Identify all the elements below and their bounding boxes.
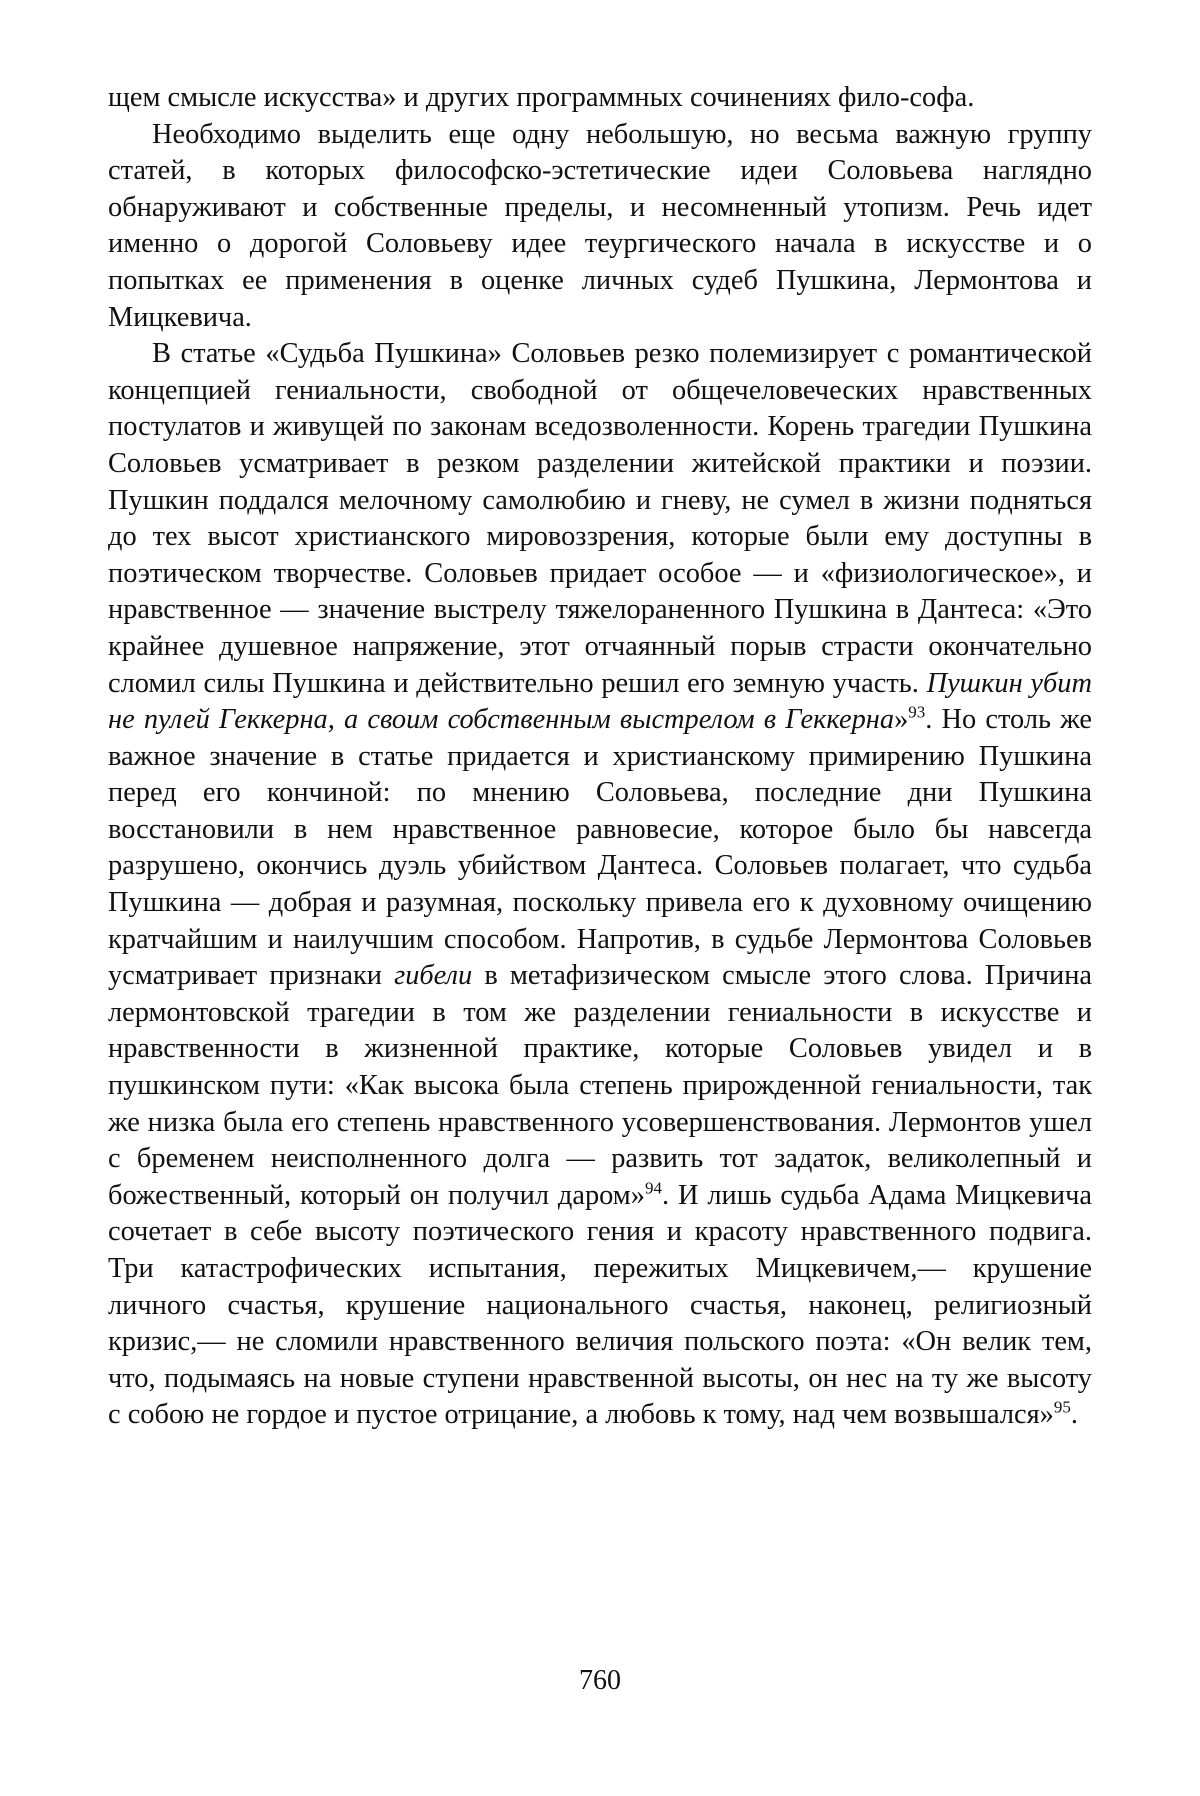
book-page [108,80,1092,1434]
paragraph [108,336,1092,1434]
page-number: 760 [579,1665,621,1696]
text-segment: В статье «Судьба Пушкина» Соловьев резко полемизирует с романтической концепцией гениальности, свободной от общечеловеческих нравственных постулатов и живущей по законам вседозволенности. Корень трагедии Пушкина Соловьев усматривает в резком разделении житейской практики и поэзии. Пушкин поддался мелочному самолюбию и гневу, не сумел в жизни подняться до тех высот христианского мировоззрения, которые были ему доступны в поэтическом творчестве. Соловьев придает особое — и «физиологическое», и нравственное — значение выстрелу тяжелораненного Пушкина в Дантеса: «Это крайнее душевное напряжение, этот отчаянный порыв страсти окончательно сломил силы Пушкина и действительно решил его земную участь. [108,338,1092,699]
text-segment: в метафизическом смысле этого слова. Причина лермонтовской трагедии в том же разделении гениальности в искусстве и нравственности в жизненной практике, которые Соловьев увидел и в пушкинском пути: «Как высока была степень прирожденной гениальности, так же низка была его степень нравственного усовершенствования. Лермонтов ушел с бременем неисполненного долга — развить тот задаток, великолепный и божественный, который он получил даром» [108,960,1092,1211]
text-segment: . [1070,1399,1078,1431]
italic-text: гибели [394,960,473,992]
italic-text: Пушкин убит не пулей Геккерна, а своим собственным выстрелом в Геккерна [108,667,1092,736]
paragraph [108,117,1092,337]
footnote-ref: 93 [908,702,926,722]
text-segment: » [894,704,909,736]
footnote-ref: 95 [1053,1397,1071,1417]
page-text [108,80,1092,1434]
footnote-ref: 94 [644,1178,662,1198]
text-segment: . Но столь же важное значение в статье придается и христианскому примирению Пушкина перед его кончиной: по мнению Соловьева, последние дни Пушкина восстановили в нем нравственное равновесие, которое было бы навсегда разрушено, окончись дуэль убийством Дантеса. Соловьев полагает, что судьба Пушкина — добрая и разумная, поскольку привела его к духовному очищению кратчайшим и наилучшим способом. Напротив, в судьбе Лермонтова Соловьев усматривает признаки [108,704,1092,992]
paragraph [108,80,1092,117]
text-segment: Необходимо выделить еще одну небольшую, но весьма важную группу статей, в которых философско-эстетические идеи Соловьева наглядно обнаруживают и собственные пределы, и несомненный утопизм. Речь идет именно о дорогой Соловьеву идее теургического начала в искусстве и о попытках ее применения в оценке личных судеб Пушкина, Лермонтова и Мицкевича. [108,118,1092,333]
text-segment: . И лишь судьба Адама Мицкевича сочетает в себе высоту поэтического гения и красоту нравственного подвига. Три катастрофических испытания, пережитых Мицкевичем,— крушение личного счастья, крушение национального счастья, наконец, религиозный кризис,— не сломили нравственного величия польского поэта: «Он велик тем, что, подымаясь на новые ступени нравственной высоты, он нес на ту же высоту с собою не гордое и пустое отрицание, а любовь к тому, над чем возвышался» [108,1179,1092,1431]
text-segment: щем смысле искусства» и других программных сочинениях фило-софа. [108,82,975,113]
